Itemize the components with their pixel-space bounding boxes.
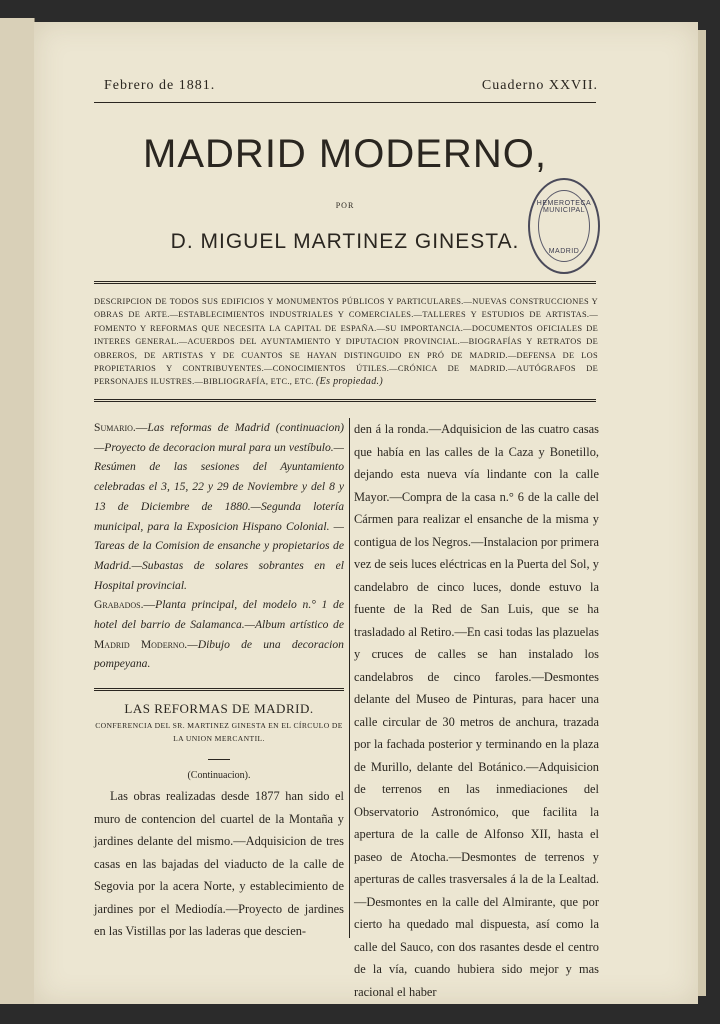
property-notice: (Es propiedad.) xyxy=(316,376,383,388)
left-column xyxy=(94,418,344,943)
continuation-note: (Continuacion). xyxy=(187,770,251,782)
article-right-text: den á la ronda.—Adquisicion de las cuatro casas que había en las calles de la Caza y Bonetillo, dejando esta nueva vía lindante con la calle Mayor.—Compra de la casa n.° 6 de la calle del Cármen para realizar el ensanche de la misma y contigua de los Negros.—Instalacion por primera vez de seis luces eléctricas en la Puerta del Sol, y candelabro de cinco luces, donde estuvo la fuente de la Red de San Luis, que se ha trasladado al Retiro.—En casi todas las plazuelas y cruces de calles se han instalado los candelabros de cinco faroles.—Desmontes delante del Museo de Pinturas, para hacer una calle circular de 30 metros de anchura, trazada por la fachada posterior y terminando en la plaza de Murillo, delante del Botánico.—Adquisicion de terrenos en las inmediaciones del Observatorio Astronómico, que facilita la apertura de la calle de Alfonso XII, hasta el paseo de Atocha.—Desmontes de terrenos y aperturas de calles trasversales á la de la Lealtad.—Desmontes en la calle del Almirante, que por cierto ha quedado mal dispuesta, así como la calle del Sauco, con dos rasantes desde el centro de la vía, cuando hubiera sido mejor y mas racional el haber xyxy=(354,422,599,999)
issue-number: Cuaderno XXVII. xyxy=(481,78,598,93)
stamp-bottom-text: MADRID xyxy=(548,248,580,255)
library-stamp xyxy=(528,178,600,274)
issue-date: Febrero de 1881. xyxy=(104,78,216,93)
article-subtitle: CONFERENCIA DEL SR. MARTINEZ GINESTA EN EL CÍRCULO DE LA UNION MERCANTIL. xyxy=(95,721,343,744)
header-rule xyxy=(94,102,596,103)
article-rule xyxy=(94,688,344,691)
by-line-label: POR xyxy=(335,201,355,210)
stamp-top-text: HEMEROTECA MUNICIPAL xyxy=(536,200,592,214)
description-text: DESCRIPCION DE TODOS SUS EDIFICIOS Y MONUMENTOS PÚBLICOS Y PARTICULARES.—NUEVAS CONSTRUCCIONES Y OBRAS DE ARTE.—ESTABLECIMIENTOS INDUSTRIALES Y COMERCIALES.—TALLERES Y ESTUDIOS DE ARTISTAS.—FOMENTO Y REFORMAS QUE NECESITA LA CAPITAL DE ESPAÑA.—SU IMPORTANCIA.—DOCUMENTOS OFICIALES DE INTERES GENERAL.—ACUERDOS DEL AYUNTAMIENTO Y DIPUTACION PROVINCIAL.—BIOGRAFÍAS Y RETRATOS DE OBREROS, DE ARTISTAS Y DE CUANTOS SE HAYAN DISTINGUIDO EN PRÓ DE MADRID.—DEFENSA DE LOS PROPIETARIOS Y CONTRIBUYENTES.—CONOCIMIENTOS ÚTILES.—CRÓNICA DE MADRID.—AUTÓGRAFOS DE PERSONAJES ILUSTRES.—BIBLIOGRAFÍA, ETC., ETC. xyxy=(94,297,598,387)
description-top-rule xyxy=(94,281,596,284)
contents-description xyxy=(94,295,598,389)
page-stack-edge xyxy=(698,30,706,996)
description-bottom-rule xyxy=(94,399,596,402)
engravings-text-end: .—Dibujo de una decoracion pompeyana. xyxy=(94,637,344,671)
summary-text-continued: —Tareas de la Comision de ensanche y propietarios de Madrid.—Subastas de solares sobrantes en el Hospital provincial. xyxy=(94,519,344,592)
engravings-label: Grabados.— xyxy=(94,598,156,612)
engravings-publication: Madrid Moderno xyxy=(94,637,185,651)
masthead-line xyxy=(104,78,598,94)
article-left-text xyxy=(94,785,344,943)
summary-label: Sumario.— xyxy=(94,421,148,434)
engravings-text: Planta principal, del modelo n.° 1 de hotel del barrio de Salamanca.—Album artístico de xyxy=(94,598,344,632)
adjacent-page-edge xyxy=(0,18,35,1004)
column-divider xyxy=(349,418,350,938)
article-title: LAS REFORMAS DE MADRID. xyxy=(124,701,314,717)
summary-block xyxy=(94,418,344,674)
right-column xyxy=(354,418,599,1003)
summary-text: Las reformas de Madrid (continuacion) —Proyecto de decoracion mural para un vestíbulo.—Resúmen de las sesiones del Ayuntamiento celebradas el 3, 15, 22 y 29 de Noviembre y del 8 y 13 de Diciembre de 1880.—Segunda lotería municipal, para la Exposicion Hispano Colonial. xyxy=(94,421,344,533)
author-name: D. MIGUEL MARTINEZ GINESTA. xyxy=(170,230,520,253)
publication-title: MADRID MODERNO, xyxy=(143,132,547,176)
article-left-paragraph: Las obras realizadas desde 1877 han sido el muro de contencion del cuartel de la Montaña y jardines delante del mismo.—Adquisicion de tres casas en las bajadas del viaducto de la calle de Segovia por la acera Norte, y establecimiento de jardines por el Mediodía.—Proyecto de jardines en las Vistillas por las laderas que descien- xyxy=(94,789,344,939)
article-dash xyxy=(208,759,230,760)
